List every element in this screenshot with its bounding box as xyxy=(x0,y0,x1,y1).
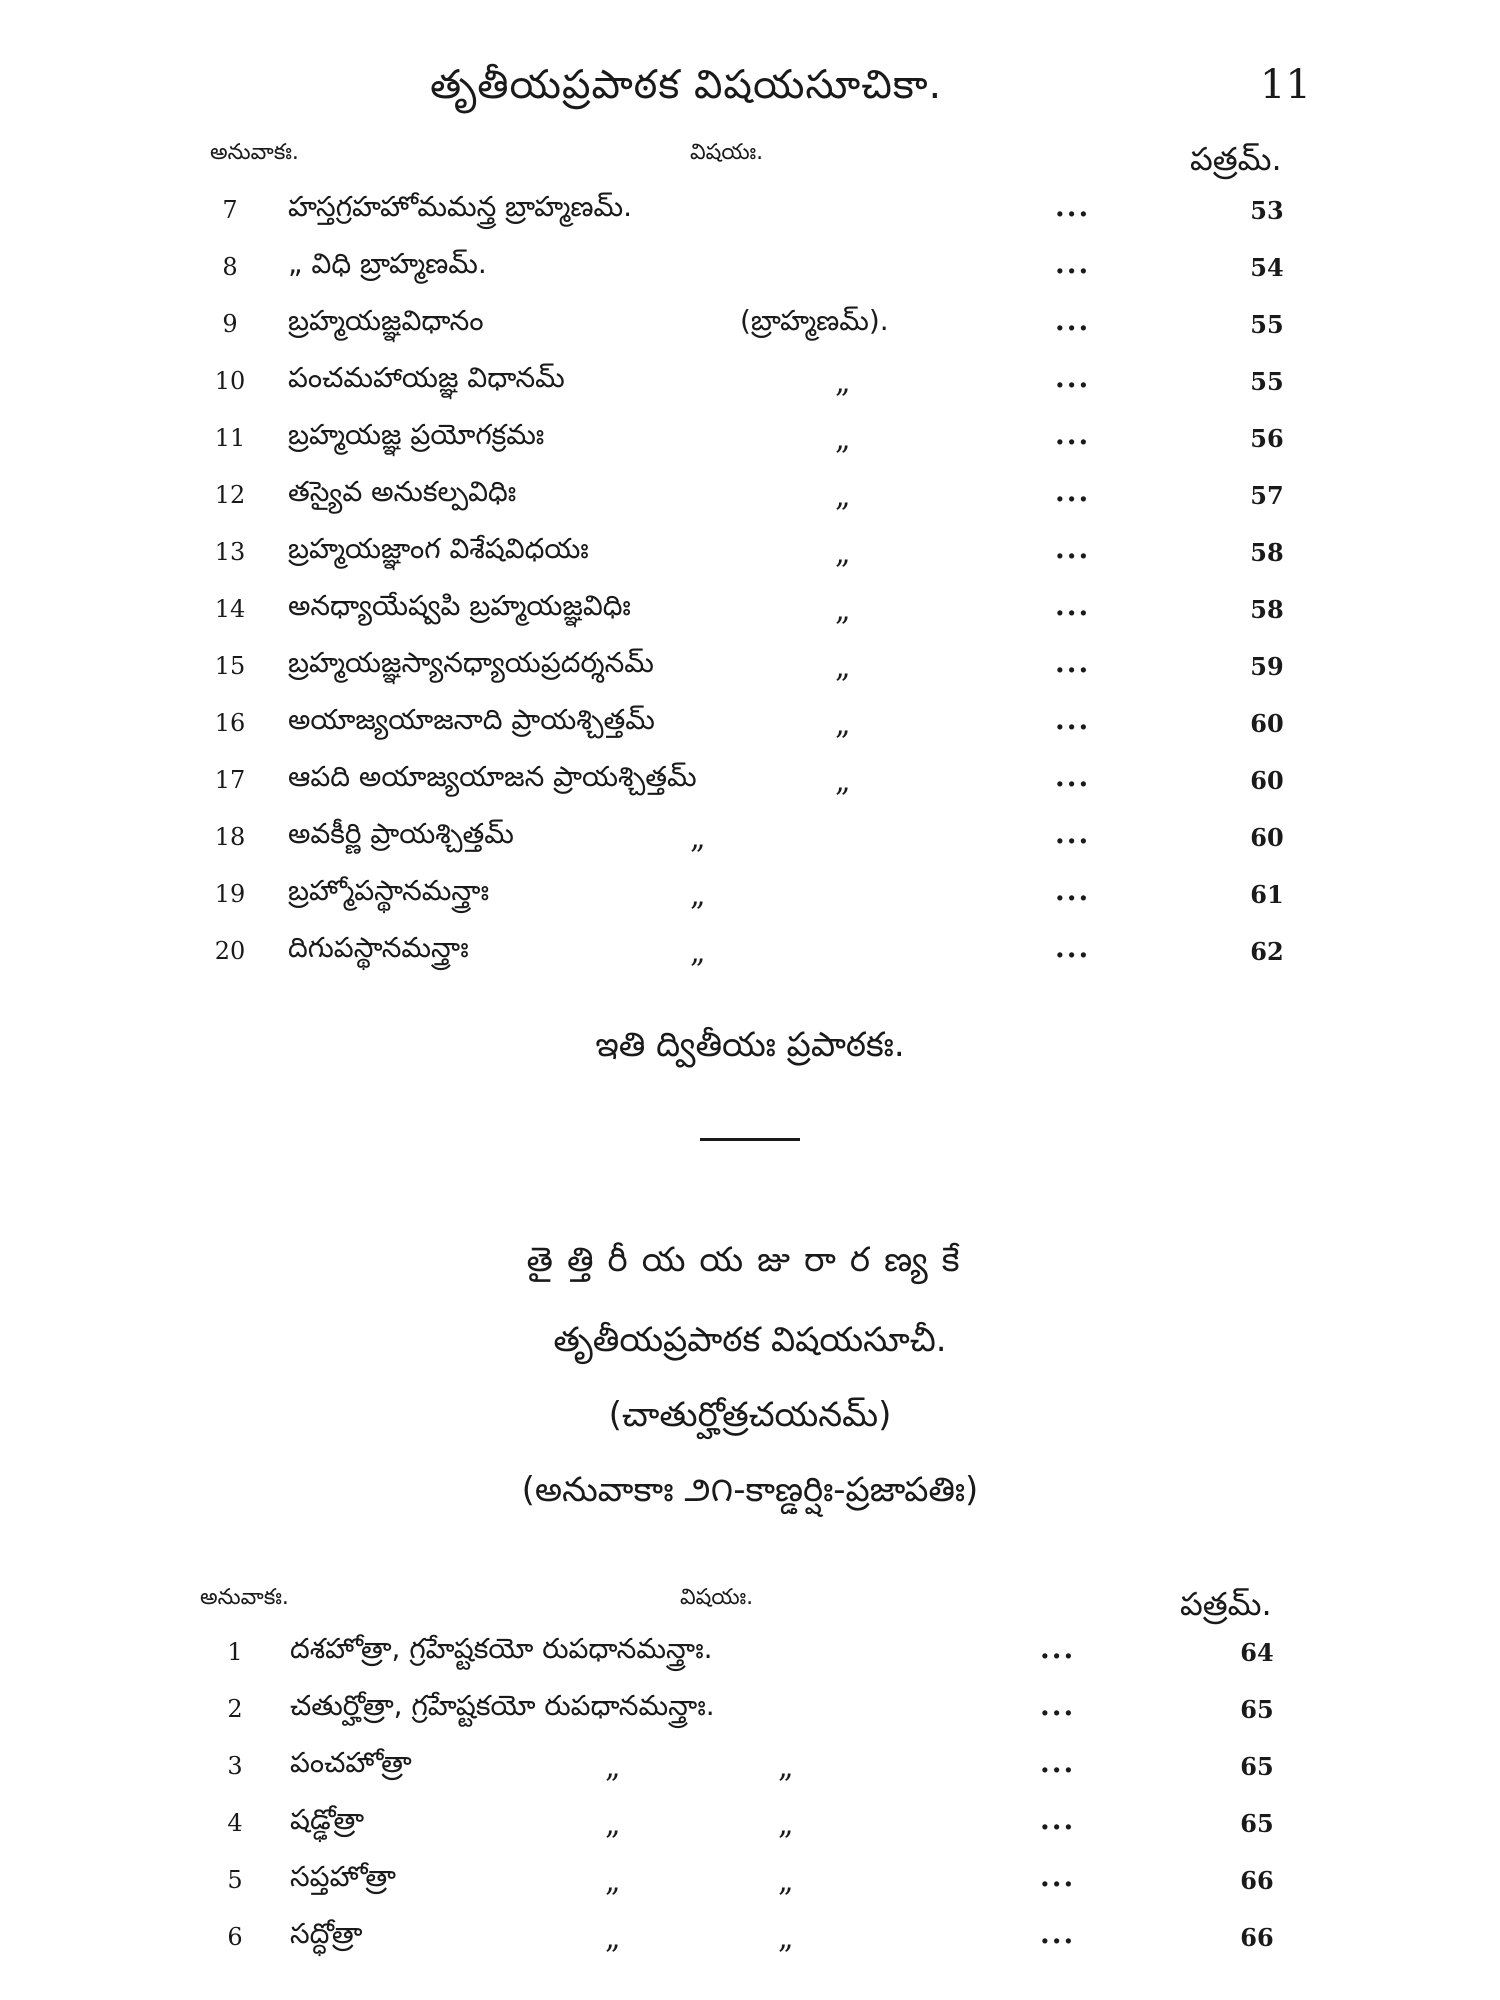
subject-title: షడ్ఢోత్రా xyxy=(290,1803,365,1836)
ditto-mark: „ xyxy=(605,1921,621,1956)
page-ref: 58 xyxy=(1250,538,1284,567)
anuvaka-number: 1 xyxy=(227,1638,243,1666)
ditto-mark: „ xyxy=(778,1750,794,1785)
page-ref: 59 xyxy=(1250,652,1284,681)
leader-dots: ... xyxy=(1040,1803,1076,1836)
page-ref: 66 xyxy=(1240,1866,1274,1895)
anuvaka-number: 6 xyxy=(227,1923,243,1951)
table-row xyxy=(0,302,1500,358)
table-row xyxy=(0,758,1500,814)
leader-dots: ... xyxy=(1055,646,1091,679)
page-ref: 65 xyxy=(1240,1809,1274,1838)
ditto-mark: „ xyxy=(690,878,706,913)
subject-title: పంచహోత్రా xyxy=(290,1746,412,1779)
ditto-mark: (బ్రాహ్మణమ్). xyxy=(740,304,889,337)
leader-dots: ... xyxy=(1040,1746,1076,1779)
page-ref: 62 xyxy=(1250,937,1284,966)
page-ref: 58 xyxy=(1250,595,1284,624)
table-row xyxy=(0,1915,1500,1971)
table-row xyxy=(0,1687,1500,1743)
ditto-mark: „ xyxy=(778,1807,794,1842)
subject-title: తస్యైవ అనుకల్పవిధిః xyxy=(288,475,517,508)
anuvaka-number: 7 xyxy=(222,196,238,224)
anuvaka-number: 4 xyxy=(227,1809,243,1837)
table-row xyxy=(0,815,1500,871)
page-ref: 57 xyxy=(1250,481,1284,510)
subject-title: హస్తగ్రహహోమమన్త్ర బ్రాహ్మణమ్. xyxy=(288,190,632,223)
column-header-vishaya: విషయః. xyxy=(690,140,764,165)
leader-dots: ... xyxy=(1055,589,1091,622)
leader-dots: ... xyxy=(1040,1860,1076,1893)
page-ref: 65 xyxy=(1240,1752,1274,1781)
subject-title: అవకీర్ణి ప్రాయశ్చిత్తమ్ xyxy=(288,817,514,850)
column-header-anuvaka: అనువాకః. xyxy=(210,140,299,165)
section-subtitle: (చాతుర్హోత్రచయనమ్) xyxy=(608,1395,892,1435)
anuvaka-number: 2 xyxy=(227,1695,243,1723)
anuvaka-number: 11 xyxy=(214,424,246,452)
subject-title: అనధ్యాయేష్వపి బ్రహ్మయజ్ఞవిధిః xyxy=(288,589,631,622)
ditto-mark: „ xyxy=(778,1864,794,1899)
leader-dots: ... xyxy=(1040,1917,1076,1950)
table-row xyxy=(0,587,1500,643)
leader-dots: ... xyxy=(1040,1689,1076,1722)
table-row xyxy=(0,359,1500,415)
subject-title: సప్తహోత్రా xyxy=(290,1860,396,1893)
anuvaka-number: 16 xyxy=(214,709,246,737)
leader-dots: ... xyxy=(1055,418,1091,451)
subject-title: బ్రహ్మయజ్ఞస్యానధ్యాయప్రదర్శనమ్ xyxy=(288,646,654,679)
table-row xyxy=(0,530,1500,586)
page-ref: 60 xyxy=(1250,709,1284,738)
anuvaka-number: 17 xyxy=(214,766,246,794)
table-row xyxy=(0,416,1500,472)
anuvaka-number: 14 xyxy=(214,595,246,623)
section-note: (అనువాకాః ౨౧-కాణ్డర్షిః-ప్రజాపతిః) xyxy=(521,1470,979,1510)
subject-title: „ విధి బ్రాహ్మణమ్. xyxy=(288,247,487,280)
page-ref: 56 xyxy=(1250,424,1284,453)
leader-dots: ... xyxy=(1055,361,1091,394)
ditto-mark: „ xyxy=(605,1807,621,1842)
table-row xyxy=(0,701,1500,757)
anuvaka-number: 20 xyxy=(214,937,246,965)
column-header-anuvaka: అనువాకః. xyxy=(200,1585,289,1610)
subject-title: సద్ధోత్రా xyxy=(290,1917,363,1950)
subject-title: దిగుపస్థానమన్త్రాః xyxy=(288,931,469,964)
column-header-patram: పత్రమ్. xyxy=(1190,140,1282,178)
page-ref: 55 xyxy=(1250,310,1284,339)
anuvaka-number: 12 xyxy=(214,481,246,509)
subject-title: దశహోత్రా, గ్రహేష్టకయో రుపధానమన్త్రాః. xyxy=(290,1632,713,1665)
subject-title: బ్రహ్మయజ్ఞ ప్రయోగక్రమః xyxy=(288,418,545,451)
leader-dots: ... xyxy=(1055,304,1091,337)
ditto-mark: „ xyxy=(835,536,851,571)
leader-dots: ... xyxy=(1055,760,1091,793)
leader-dots: ... xyxy=(1055,931,1091,964)
table-row xyxy=(0,1858,1500,1914)
section-divider xyxy=(700,1138,800,1141)
page-ref: 64 xyxy=(1240,1638,1274,1667)
page-ref: 66 xyxy=(1240,1923,1274,1952)
page-ref: 55 xyxy=(1250,367,1284,396)
leader-dots: ... xyxy=(1055,532,1091,565)
page-ref: 61 xyxy=(1250,880,1284,909)
table-row xyxy=(0,1630,1500,1686)
anuvaka-number: 18 xyxy=(214,823,246,851)
leader-dots: ... xyxy=(1055,475,1091,508)
ditto-mark: „ xyxy=(690,935,706,970)
subject-title: బ్రహ్మయజ్ఞవిధానం xyxy=(288,304,484,337)
page-number: 11 xyxy=(1260,62,1311,108)
running-title: తృతీయప్రపాఠక విషయసూచికా. xyxy=(430,62,943,108)
table-row xyxy=(0,473,1500,529)
ditto-mark: „ xyxy=(835,479,851,514)
ditto-mark: „ xyxy=(835,707,851,742)
subject-title: బ్రహ్మయజ్ఞాంగ విశేషవిధయః xyxy=(288,532,589,565)
ditto-mark: „ xyxy=(835,365,851,400)
leader-dots: ... xyxy=(1055,817,1091,850)
table-row xyxy=(0,188,1500,244)
anuvaka-number: 9 xyxy=(222,310,238,338)
section-title-work: తైత్తిరీయయజురారణ్యకే xyxy=(526,1240,974,1280)
anuvaka-number: 5 xyxy=(227,1866,243,1894)
page-ref: 65 xyxy=(1240,1695,1274,1724)
ditto-mark: „ xyxy=(605,1864,621,1899)
ditto-mark: „ xyxy=(605,1750,621,1785)
ditto-mark: „ xyxy=(690,821,706,856)
anuvaka-number: 3 xyxy=(227,1752,243,1780)
ditto-mark: „ xyxy=(778,1921,794,1956)
table-row xyxy=(0,1801,1500,1857)
leader-dots: ... xyxy=(1055,247,1091,280)
section-title-index: తృతీయప్రపాఠక విషయసూచీ. xyxy=(553,1320,947,1360)
anuvaka-number: 13 xyxy=(214,538,246,566)
table-row xyxy=(0,644,1500,700)
page-ref: 60 xyxy=(1250,766,1284,795)
subject-title: ఆపది అయాజ్యయాజన ప్రాయశ్చిత్తమ్ xyxy=(288,760,697,793)
table-row xyxy=(0,1744,1500,1800)
subject-title: పంచమహాయజ్ఞ విధానమ్ xyxy=(288,361,565,394)
column-header-vishaya: విషయః. xyxy=(680,1585,754,1610)
subject-title: చతుర్హోత్రా, గ్రహేష్టకయో రుపధానమన్త్రాః. xyxy=(290,1689,715,1722)
subject-title: అయాజ్యయాజనాది ప్రాయశ్చిత్తమ్ xyxy=(288,703,655,736)
anuvaka-number: 10 xyxy=(214,367,246,395)
leader-dots: ... xyxy=(1055,703,1091,736)
ditto-mark: „ xyxy=(835,650,851,685)
table-row xyxy=(0,929,1500,985)
table-row xyxy=(0,872,1500,928)
leader-dots: ... xyxy=(1055,190,1091,223)
anuvaka-number: 15 xyxy=(214,652,246,680)
ditto-mark: „ xyxy=(835,764,851,799)
subject-title: బ్రహ్మోపస్థానమన్త్రాః xyxy=(288,874,490,907)
anuvaka-number: 19 xyxy=(214,880,246,908)
page-ref: 54 xyxy=(1250,253,1284,282)
page-ref: 60 xyxy=(1250,823,1284,852)
leader-dots: ... xyxy=(1040,1632,1076,1665)
leader-dots: ... xyxy=(1055,874,1091,907)
chapter-colophon: ఇతి ద్వితీయః ప్రపాఠకః. xyxy=(595,1025,905,1065)
ditto-mark: „ xyxy=(835,593,851,628)
anuvaka-number: 8 xyxy=(222,253,238,281)
page-ref: 53 xyxy=(1250,196,1284,225)
table-row xyxy=(0,245,1500,301)
column-header-patram: పత్రమ్. xyxy=(1180,1585,1272,1623)
ditto-mark: „ xyxy=(835,422,851,457)
